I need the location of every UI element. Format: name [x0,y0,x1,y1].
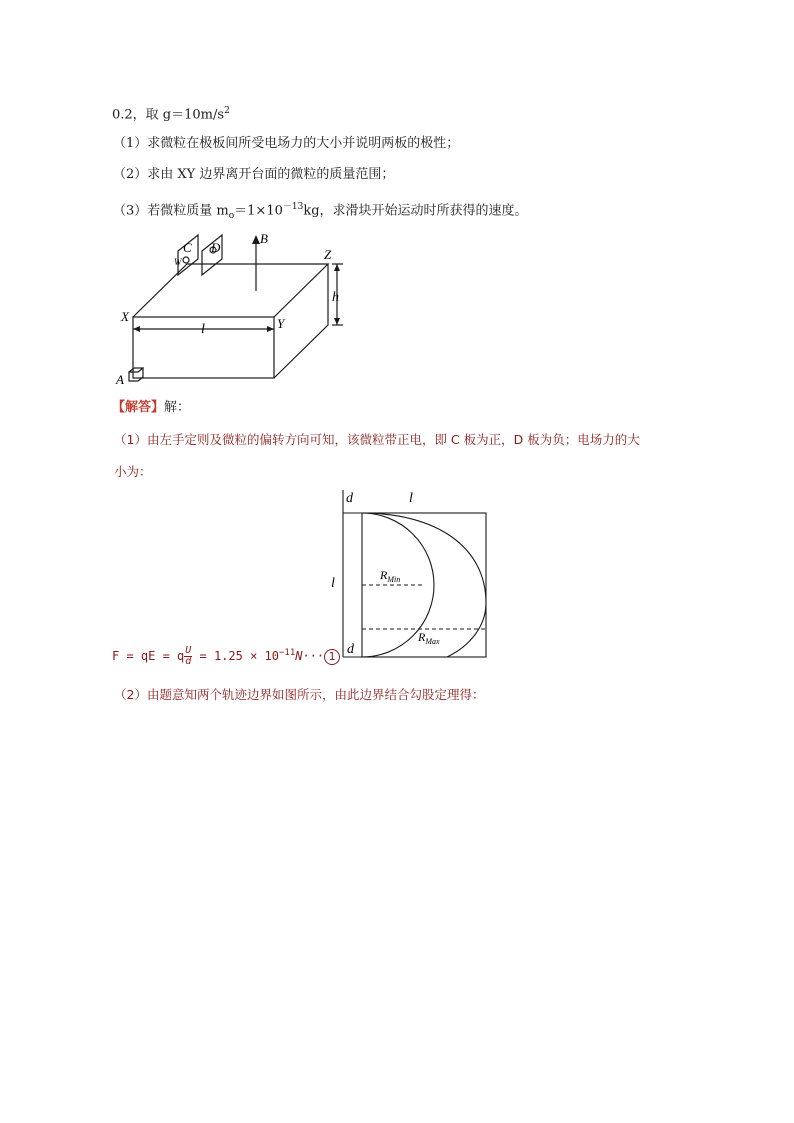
label-r-max: $R_{Max}$ [418,630,440,646]
q3-sub: o [228,210,235,221]
figure-table-diagram [110,225,360,390]
formula-exp: −11 [278,648,296,658]
answer-header [112,399,190,417]
question-3 [113,198,528,225]
answer-2: （2）由题意知两个轨迹边界如图所示，由此边界结合勾股定理得： [114,687,485,702]
formula-unit: N··· [295,649,325,663]
h-arrow-bottom [334,318,340,325]
label-y: Y [277,316,285,331]
label-c: C [183,240,192,255]
answer-1-line-2: 小为： [114,464,152,479]
label-l-top: l [409,491,413,506]
question-2: （2）求由 XY 边界离开台面的微粒的质量范围； [113,167,395,182]
label-l: l [201,322,205,337]
label-d: D [211,240,221,255]
label-h: h [332,290,339,305]
label-l-left: l [331,576,335,591]
answer-header-label: 【解答】 [112,400,165,415]
formula-den: d [185,656,192,667]
formula-rhs: = 1.25 × 10 [192,649,279,663]
figure-trajectory-diagram [325,486,495,664]
h-arrow-top [334,264,340,271]
line0-text: 0.2，取 g＝10m/s [112,107,225,123]
formula-electric-force [112,640,340,668]
answer-header-after: 解： [164,400,191,415]
answer-1-line-1: （1）由左手定则及微粒的偏转方向可知，该微粒带正电，即 C 板为正，D 板为负；电场力的大 [114,432,640,447]
formula-num: U [185,645,192,656]
q3-sup: －13 [282,202,304,212]
label-w: W [174,257,182,267]
equation-marker: 1 [324,649,340,665]
q3-mid: ＝1×10 [234,203,283,219]
l-arrow-left [133,326,140,332]
formula-lhs: F = qE = q [112,649,185,663]
label-d-bottom: d [347,642,354,657]
label-r-min: $R_{Min}$ [380,568,401,584]
line0-sup: 2 [224,106,230,116]
b-arrow-head [252,235,260,244]
label-x: X [121,309,129,324]
q3-pre: （3）若微粒质量 m [113,203,229,219]
label-a: A [116,372,124,387]
label-z: Z [324,247,332,262]
table-top-face [133,264,328,317]
l-arrow-right [267,326,274,332]
q3-post: kg，求滑块开始运动时所获得的速度。 [303,203,528,219]
label-d-top: d [346,491,353,506]
question-1: （1）求微粒在极板间所受电场力的大小并说明两板的极性； [113,136,460,151]
problem-line-0 [112,102,230,124]
particle-hole-c [183,257,189,263]
label-b: B [260,231,268,246]
